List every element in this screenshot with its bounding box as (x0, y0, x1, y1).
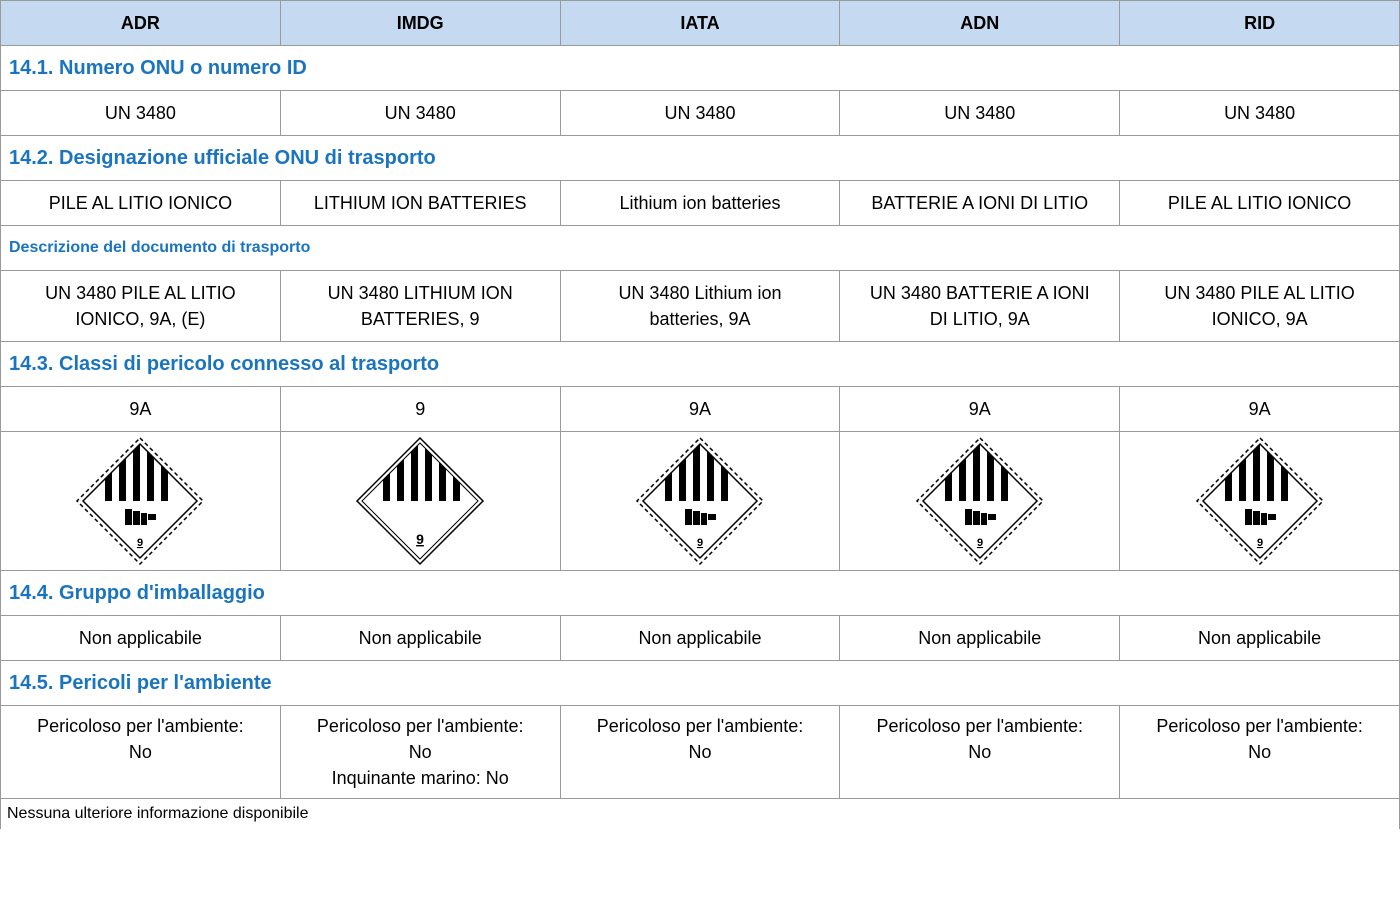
table-row (1, 706, 1400, 799)
shipping-name-rid: PILE AL LITIO IONICO (1120, 181, 1400, 226)
shipping-name-adn: BATTERIE A IONI DI LITIO (840, 181, 1120, 226)
section-title-14-2: 14.2. Designazione ufficiale ONU di trasporto (1, 136, 1400, 181)
column-header-adr: ADR (1, 1, 281, 46)
pictogram-number: 9 (137, 537, 144, 549)
env-hazard-adn: Pericoloso per l'ambiente: No (840, 706, 1120, 799)
class-9a-lithium-battery-icon (1195, 436, 1325, 566)
env-hazard-adr: Pericoloso per l'ambiente: No (1, 706, 281, 799)
env-hazard-rid: Pericoloso per l'ambiente: No (1120, 706, 1400, 799)
subsection-title-transport-document: Descrizione del documento di trasporto (1, 226, 1400, 271)
hazard-class-iata: 9A (560, 387, 840, 432)
env-hazard-iata: Pericoloso per l'ambiente: No (560, 706, 840, 799)
env-hazard-imdg: Pericoloso per l'ambiente: No Inquinante marino: No (280, 706, 560, 799)
header-row (1, 1, 1400, 46)
table-row (1, 271, 1400, 342)
transport-doc-adn: UN 3480 BATTERIE A IONI DI LITIO, 9A (840, 271, 1120, 342)
shipping-name-adr: PILE AL LITIO IONICO (1, 181, 281, 226)
transport-doc-rid: UN 3480 PILE AL LITIO IONICO, 9A (1120, 271, 1400, 342)
hazard-class-imdg: 9 (280, 387, 560, 432)
class-9a-lithium-battery-icon (915, 436, 1045, 566)
un-number-iata: UN 3480 (560, 91, 840, 136)
column-header-rid: RID (1120, 1, 1400, 46)
packing-group-rid: Non applicabile (1120, 616, 1400, 661)
transport-doc-adr: UN 3480 PILE AL LITIO IONICO, 9A, (E) (1, 271, 281, 342)
un-number-imdg: UN 3480 (280, 91, 560, 136)
table-row (1, 387, 1400, 432)
hazard-class-rid: 9A (1120, 387, 1400, 432)
section-title-14-1: 14.1. Numero ONU o numero ID (1, 46, 1400, 91)
section-title-14-3: 14.3. Classi di pericolo connesso al trasporto (1, 342, 1400, 387)
class-9-hazard-icon (355, 436, 485, 566)
pictogram-row (1, 432, 1400, 571)
un-number-rid: UN 3480 (1120, 91, 1400, 136)
class-9a-lithium-battery-icon (75, 436, 205, 566)
class-9a-lithium-battery-icon (635, 436, 765, 566)
transport-doc-imdg: UN 3480 LITHIUM ION BATTERIES, 9 (280, 271, 560, 342)
table-row (1, 91, 1400, 136)
transport-doc-iata: UN 3480 Lithium ion batteries, 9A (560, 271, 840, 342)
column-header-imdg: IMDG (280, 1, 560, 46)
packing-group-adr: Non applicabile (1, 616, 281, 661)
pictogram-number: 9 (416, 531, 425, 547)
hazard-class-adn: 9A (840, 387, 1120, 432)
packing-group-adn: Non applicabile (840, 616, 1120, 661)
footer-note: Nessuna ulteriore informazione disponibile (1, 799, 1400, 830)
hazard-class-adr: 9A (1, 387, 281, 432)
shipping-name-imdg: LITHIUM ION BATTERIES (280, 181, 560, 226)
column-header-iata: IATA (560, 1, 840, 46)
pictogram-number: 9 (976, 537, 983, 549)
un-number-adn: UN 3480 (840, 91, 1120, 136)
packing-group-imdg: Non applicabile (280, 616, 560, 661)
shipping-name-iata: Lithium ion batteries (560, 181, 840, 226)
column-header-adn: ADN (840, 1, 1120, 46)
table-row (1, 616, 1400, 661)
un-number-adr: UN 3480 (1, 91, 281, 136)
pictogram-number: 9 (1256, 537, 1263, 549)
section-title-14-5: 14.5. Pericoli per l'ambiente (1, 661, 1400, 706)
packing-group-iata: Non applicabile (560, 616, 840, 661)
table-row (1, 181, 1400, 226)
pictogram-number: 9 (696, 537, 704, 549)
section-title-14-4: 14.4. Gruppo d'imballaggio (1, 571, 1400, 616)
